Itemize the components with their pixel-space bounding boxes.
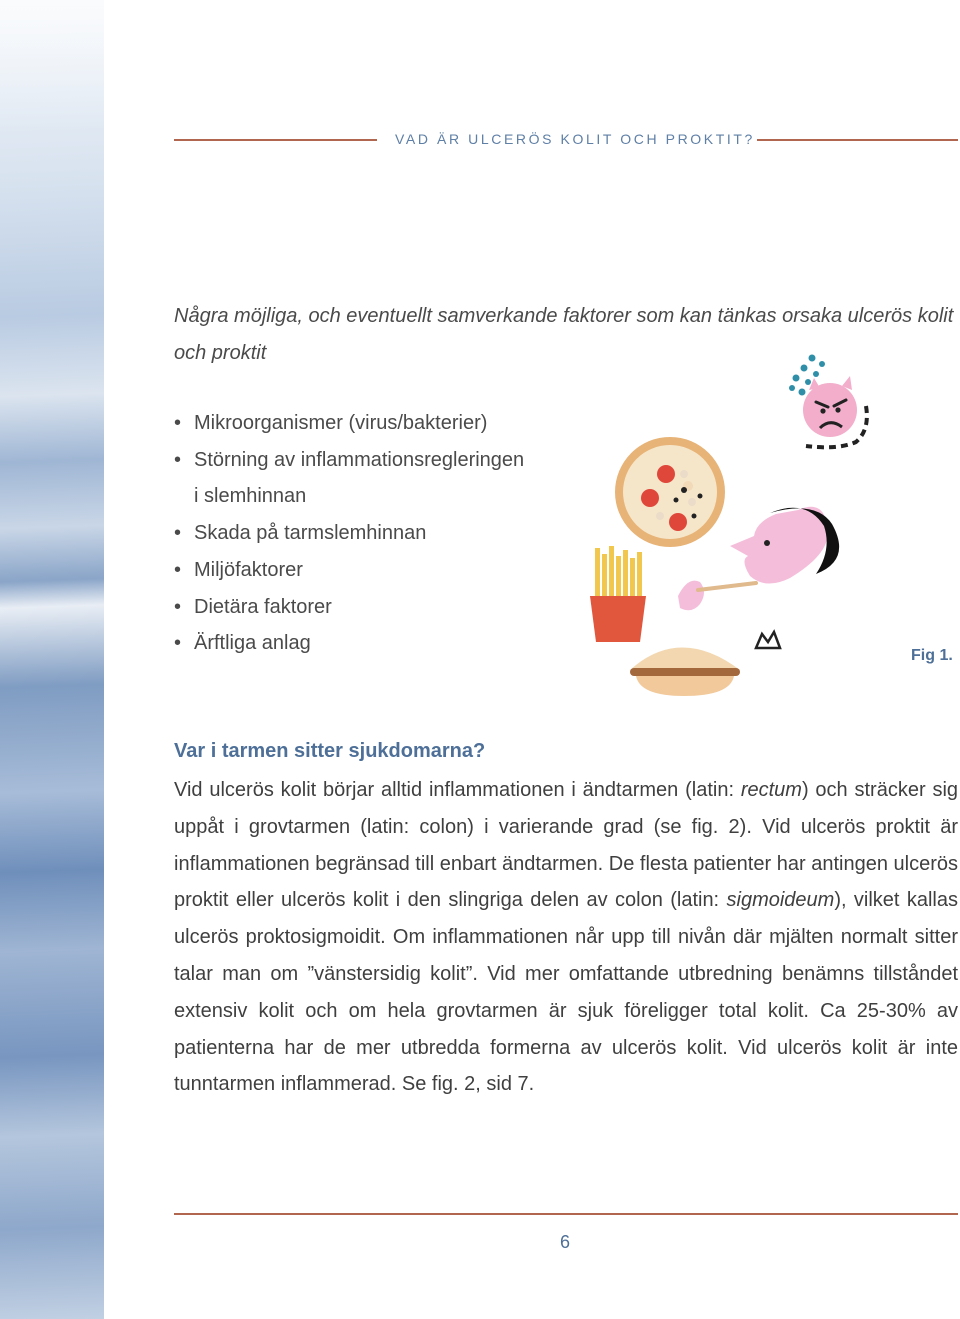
list-item-continuation: i slemhinnan: [194, 485, 307, 508]
bullet-icon: •: [174, 632, 182, 655]
bullet-icon: •: [174, 558, 182, 581]
list-item: • Skada på tarmslemhinnan: [174, 515, 524, 552]
page-number: 6: [559, 1232, 570, 1252]
list-item: • Miljöfaktorer: [174, 552, 524, 589]
figure-label: Fig 1.: [911, 647, 953, 664]
header-rule-left: [174, 139, 377, 141]
body-paragraph: Vid ulcerös kolit börjar alltid inflammationen i ändtarmen (latin: rectum) och sträcker sig uppåt i grovtarmen (latin: colon) i varierande grad (se fig. 2). Vid ulcerös proktit är inflammationen begränsad till enbart ändtarmen. De flesta patienter har antingen ulcerös proktit eller ulcerös kolit i den slingriga delen av colon (latin: sigmoideum), vilket kallas ulcerös proktosigmoidit. Om inflammationen når upp till nivån där mjälten normalt sitter talar man om ”vänstersidig kolit”. Vid mer omfattande utbredning benämns tillståndet extensiv kolit och om hela grovtarmen är sjuk föreligger total kolit. Ca 25-30% av patienterna har de mer utbredda formerna av ulcerös kolit. Vid ulcerös kolit är inte tunntarmen inflammerad. Se fig. 2, sid 7.: [174, 779, 959, 1096]
fries-icon: [590, 546, 646, 642]
list-item: • Störning av inflammationsregleringen: [174, 442, 524, 479]
bullet-icon: •: [174, 448, 182, 471]
list-item: • Mikroorganismer (virus/bakterier): [174, 405, 524, 442]
bullet-icon: •: [174, 595, 182, 618]
bullet-icon: •: [174, 522, 182, 545]
intro-text: Några möjliga, och eventuellt samverkande faktorer som kan tänkas orsaka ulcerös kolit och proktit: [174, 305, 954, 364]
list-item: • Dietära faktorer: [174, 589, 524, 626]
burger-icon: [630, 648, 740, 697]
fig1-illustration: [580, 350, 960, 700]
sea-photo-strip: [0, 0, 104, 1319]
angry-microbe-icon: [803, 376, 867, 447]
header-rule-right: [757, 139, 958, 141]
pizza-icon: [615, 437, 725, 547]
section-heading: Var i tarmen sitter sjukdomarna?: [174, 740, 486, 762]
list-item: • Ärftliga anlag: [174, 625, 524, 662]
footer-rule: [174, 1213, 958, 1215]
bullet-icon: •: [174, 412, 182, 434]
factor-list: [174, 405, 524, 662]
running-header: VAD ÄR ULCERÖS KOLIT OCH PROKTIT?: [395, 131, 755, 147]
